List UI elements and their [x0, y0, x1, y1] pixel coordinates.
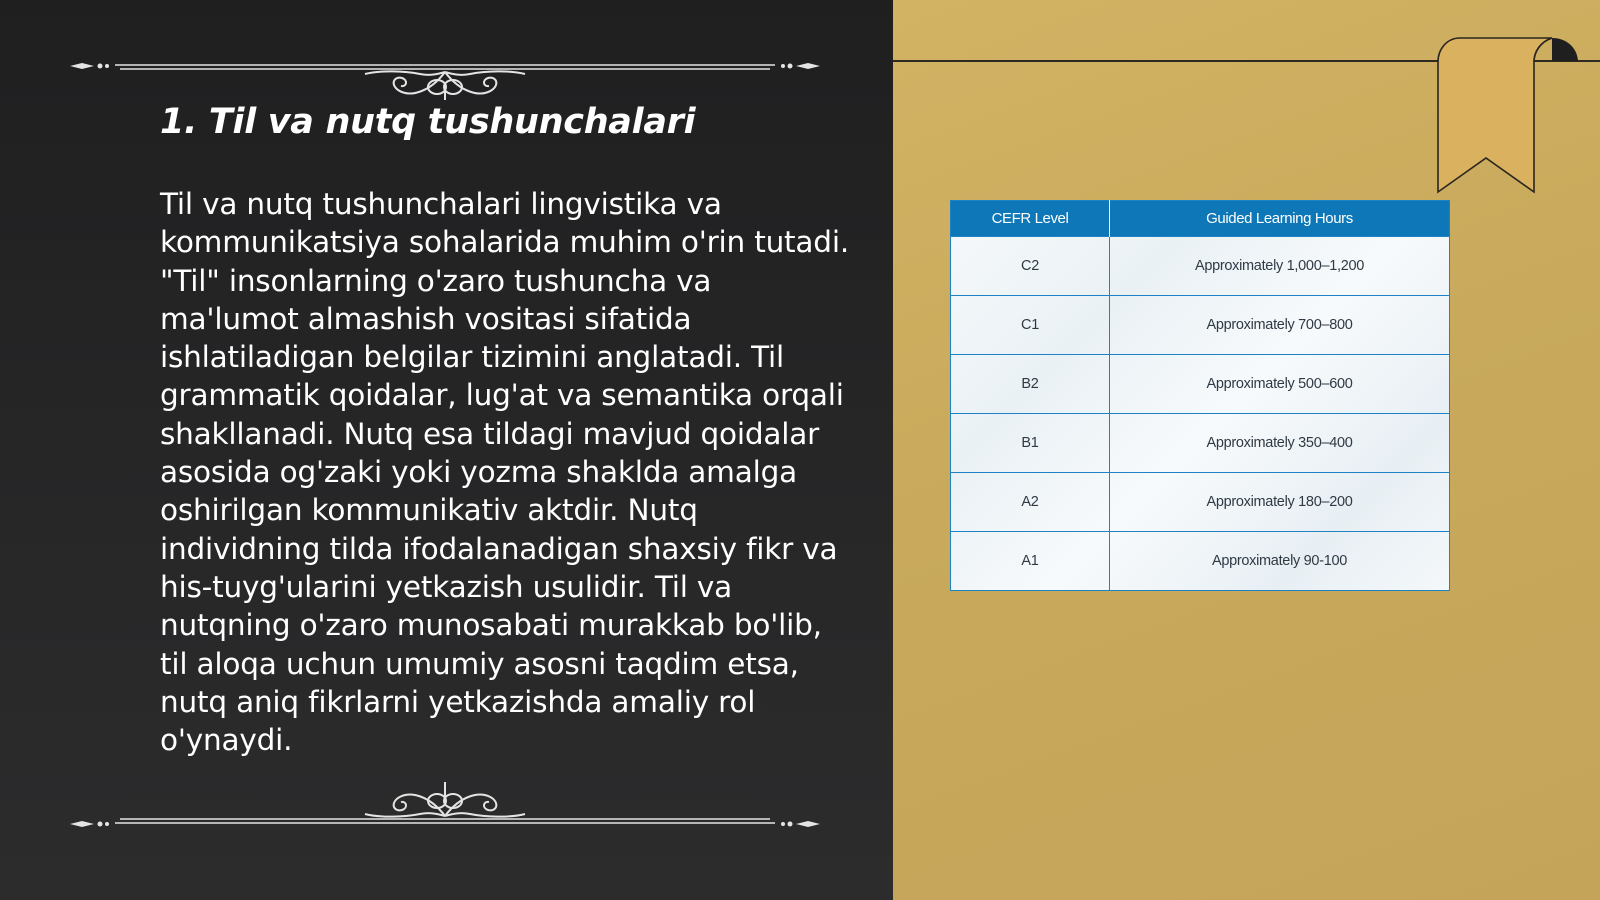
hours-cell: Approximately 1,000–1,200	[1110, 237, 1450, 296]
table-row	[951, 532, 1450, 591]
level-cell: A2	[951, 473, 1110, 532]
table-row	[951, 473, 1450, 532]
slide-body-text: Til va nutq tushunchalari lingvistika va kommunikatsiya sohalarida muhim o'rin tutadi. "Til" insonlarning o'zaro tushuncha va ma'lumot almashish vositasi sifatida ishlatiladigan belgilar tizimini anglatadi. Til grammatik qoidalar, lug'at va semantika orqali shakllanadi. Nutq esa tildagi mavjud qoidalar asosida og'zaki yoki yozma shaklda amalga oshirilgan kommunikativ aktdir. Nutq individning tilda ifodalanadigan shaxsiy fikr va his-tuyg'ularini yetkazish usulidir. Til va nutqning o'zaro munosabati murakkab bo'lib, til aloqa uchun umumiy asosni taqdim etsa, nutq aniq fikrlarni yetkazishda amaliy rol o'ynaydi.	[160, 187, 850, 758]
table-row	[951, 296, 1450, 355]
ornamental-scroll-divider-icon	[60, 770, 830, 830]
cefr-hours-table	[950, 200, 1450, 591]
slide-title: 1. Til va nutq tushunchalari	[160, 102, 696, 142]
bookmark-ribbon-icon	[1432, 34, 1584, 200]
table-row	[951, 414, 1450, 473]
hours-cell: Approximately 350–400	[1110, 414, 1450, 473]
header-cefr-level: CEFR Level	[951, 201, 1110, 237]
ornamental-scroll-divider-icon	[60, 40, 830, 100]
hours-cell: Approximately 180–200	[1110, 473, 1450, 532]
table-row	[951, 237, 1450, 296]
hours-cell: Approximately 700–800	[1110, 296, 1450, 355]
level-cell: C1	[951, 296, 1110, 355]
header-guided-learning-hours: Guided Learning Hours	[1110, 201, 1450, 237]
table-header-row	[951, 201, 1450, 237]
level-cell: A1	[951, 532, 1110, 591]
level-cell: B2	[951, 355, 1110, 414]
hours-cell: Approximately 90-100	[1110, 532, 1450, 591]
level-cell: C2	[951, 237, 1110, 296]
hours-cell: Approximately 500–600	[1110, 355, 1450, 414]
table-row	[951, 355, 1450, 414]
level-cell: B1	[951, 414, 1110, 473]
